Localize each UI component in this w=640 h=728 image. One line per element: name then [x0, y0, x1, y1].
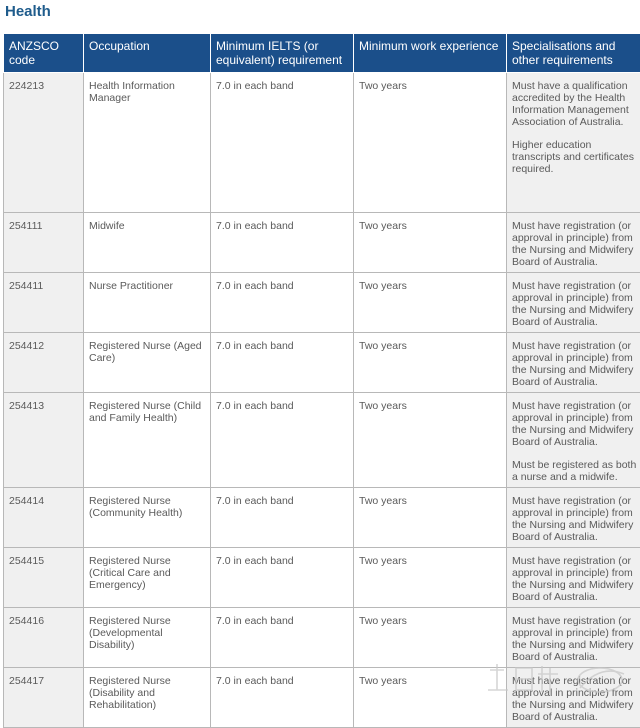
ielts-cell: 7.0 in each band	[211, 333, 354, 393]
requirements-text: Must have a qualification accredited by the Health Information Management Association of Australia.	[512, 80, 629, 128]
requirements-cell: Must have registration (or approval in principle) from the Nursing and Midwifery Board of Australia.	[507, 608, 640, 668]
table-row	[4, 213, 640, 273]
table-row	[4, 548, 640, 608]
ielts-cell: 7.0 in each band	[211, 393, 354, 488]
anzsco-code-cell: 254415	[4, 548, 84, 608]
occupation-cell: Registered Nurse (Critical Care and Emergency)	[84, 548, 211, 608]
table-row	[4, 488, 640, 548]
ielts-cell: 7.0 in each band	[211, 273, 354, 333]
requirements-extra-text: Must be registered as both a nurse and a midwife.	[512, 459, 636, 483]
header-anzsco-code: ANZSCO code	[4, 34, 84, 73]
anzsco-code-cell: 254111	[4, 213, 84, 273]
anzsco-code-cell: 224213	[4, 73, 84, 213]
requirements-extra-text: Higher education transcripts and certificates required.	[512, 139, 634, 175]
header-min-ielts: Minimum IELTS (or equivalent) requirement	[211, 34, 354, 73]
occupation-cell: Registered Nurse (Aged Care)	[84, 333, 211, 393]
table-row	[4, 668, 640, 728]
ielts-cell: 7.0 in each band	[211, 488, 354, 548]
requirements-cell	[507, 393, 640, 488]
experience-cell: Two years	[354, 608, 507, 668]
table-row	[4, 393, 640, 488]
header-occupation: Occupation	[84, 34, 211, 73]
ielts-cell: 7.0 in each band	[211, 608, 354, 668]
section-title: Health	[5, 3, 51, 20]
requirements-text: Must have registration (or approval in principle) from the Nursing and Midwifery Board of Australia.	[512, 400, 633, 448]
experience-cell: Two years	[354, 548, 507, 608]
occupation-cell: Registered Nurse (Disability and Rehabilitation)	[84, 668, 211, 728]
ielts-cell: 7.0 in each band	[211, 73, 354, 213]
table-header-row	[4, 34, 640, 73]
occupation-cell: Registered Nurse (Developmental Disability)	[84, 608, 211, 668]
experience-cell: Two years	[354, 393, 507, 488]
experience-cell: Two years	[354, 213, 507, 273]
occupation-cell: Registered Nurse (Child and Family Health)	[84, 393, 211, 488]
requirements-cell: Must have registration (or approval in principle) from the Nursing and Midwifery Board of Australia.	[507, 273, 640, 333]
occupation-cell: Registered Nurse (Community Health)	[84, 488, 211, 548]
occupation-table	[3, 33, 640, 728]
requirements-cell: Must have registration (or approval in principle) from the Nursing and Midwifery Board of Australia.	[507, 548, 640, 608]
anzsco-code-cell: 254417	[4, 668, 84, 728]
requirements-cell: Must have registration (or approval in principle) from the Nursing and Midwifery Board of Australia.	[507, 213, 640, 273]
anzsco-code-cell: 254411	[4, 273, 84, 333]
table-row	[4, 608, 640, 668]
experience-cell: Two years	[354, 273, 507, 333]
experience-cell: Two years	[354, 488, 507, 548]
anzsco-code-cell: 254414	[4, 488, 84, 548]
table-row	[4, 273, 640, 333]
anzsco-code-cell: 254413	[4, 393, 84, 488]
table-row	[4, 73, 640, 213]
header-min-work-experience: Minimum work experience	[354, 34, 507, 73]
header-requirements: Specialisations and other requirements	[507, 34, 640, 73]
table-row	[4, 333, 640, 393]
experience-cell: Two years	[354, 333, 507, 393]
occupation-cell: Midwife	[84, 213, 211, 273]
anzsco-code-cell: 254416	[4, 608, 84, 668]
occupation-cell: Nurse Practitioner	[84, 273, 211, 333]
requirements-cell: Must have registration (or approval in principle) from the Nursing and Midwifery Board of Australia.	[507, 488, 640, 548]
requirements-cell	[507, 73, 640, 213]
experience-cell: Two years	[354, 73, 507, 213]
ielts-cell: 7.0 in each band	[211, 548, 354, 608]
experience-cell: Two years	[354, 668, 507, 728]
anzsco-code-cell: 254412	[4, 333, 84, 393]
requirements-cell: Must have registration (or approval in principle) from the Nursing and Midwifery Board of Australia.	[507, 668, 640, 728]
ielts-cell: 7.0 in each band	[211, 668, 354, 728]
ielts-cell: 7.0 in each band	[211, 213, 354, 273]
requirements-cell: Must have registration (or approval in principle) from the Nursing and Midwifery Board of Australia.	[507, 333, 640, 393]
occupation-cell: Health Information Manager	[84, 73, 211, 213]
